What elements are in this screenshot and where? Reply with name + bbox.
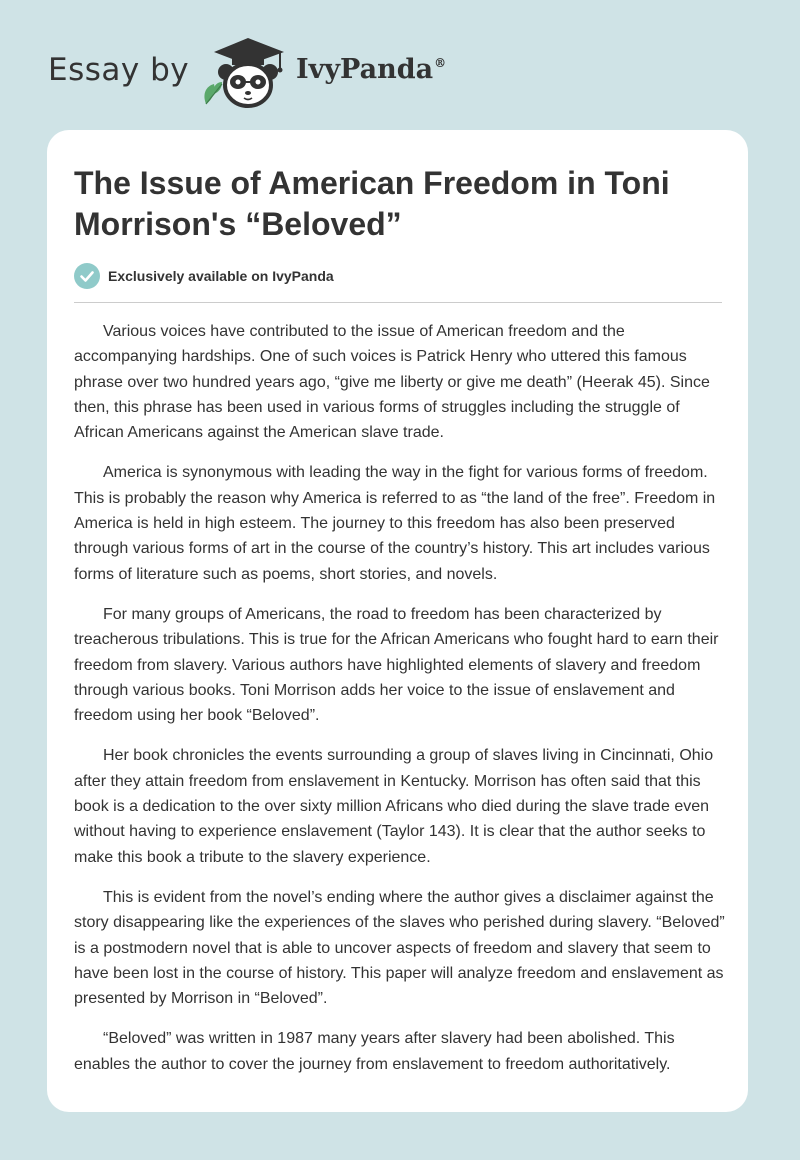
site-header <box>48 32 548 112</box>
check-icon <box>74 263 100 289</box>
exclusive-label: Exclusively available on IvyPanda <box>108 268 334 284</box>
essay-title: The Issue of American Freedom in Toni Morrison's “Beloved” <box>74 165 670 242</box>
paragraph: America is synonymous with leading the way in the fight for various forms of freedom. This is probably the reason why America is referred to as “the land of the free”. Freedom in America is held in high esteem. The journey to this freedom has also been preserved through various forms of art in the course of the country’s history. This art includes various forms of literature such as poems, short stories, and novels. <box>74 464 716 583</box>
essay-card <box>47 130 748 1112</box>
exclusive-badge <box>74 263 334 289</box>
title-divider <box>74 302 722 303</box>
paragraph: “Beloved” was written in 1987 many years after slavery had been abolished. This enables the author to cover the journey from enslavement to freedom authoritatively. <box>74 1030 675 1073</box>
registered-mark: ® <box>434 56 447 70</box>
ivypanda-wordmark[interactable] <box>296 54 446 85</box>
paragraph: Various voices have contributed to the issue of American freedom and the accompanying hardships. One of such voices is Patrick Henry who uttered this famous phrase over two hundred years ago, “give me liberty or give me death” (Heerak 45). Since then, this phrase has been used in various forms of struggles including the struggle of African Americans against the American slave trade. <box>74 323 710 442</box>
paragraph: This is evident from the novel’s ending where the author gives a disclaimer against the story disappearing like the experiences of the slaves who perished during slavery. “Beloved” is a postmodern novel that is able to uncover aspects of freedom and slavery that seem to have been lost in the course of history. This paper will analyze freedom and enslavement as presented by Morrison in “Beloved”. <box>74 888 725 1008</box>
essay-by-label: Essay by <box>48 52 190 88</box>
paragraph: Her book chronicles the events surrounding a group of slaves living in Cincinnati, Ohio after they attain freedom from enslavement in Kentucky. Morrison has often said that this book is a dedication to the over sixty million Africans who died during the slave trade even without having to experience enslavement (Taylor 143). It is clear that the author seeks to make this book a tribute to the slavery experience. <box>74 747 714 866</box>
essay-body <box>74 319 726 1092</box>
brand-name-text: IvyPanda <box>296 54 434 85</box>
panda-graduate-icon[interactable] <box>200 32 292 112</box>
paragraph: For many groups of Americans, the road to freedom has been characterized by treacherous tribulations. This is true for the African Americans who fought hard to earn their freedom from slavery. Various authors have highlighted elements of slavery and freedom through various books. Toni Morrison adds her voice to the issue of enslavement and freedom using her book “Beloved”. <box>74 605 719 725</box>
